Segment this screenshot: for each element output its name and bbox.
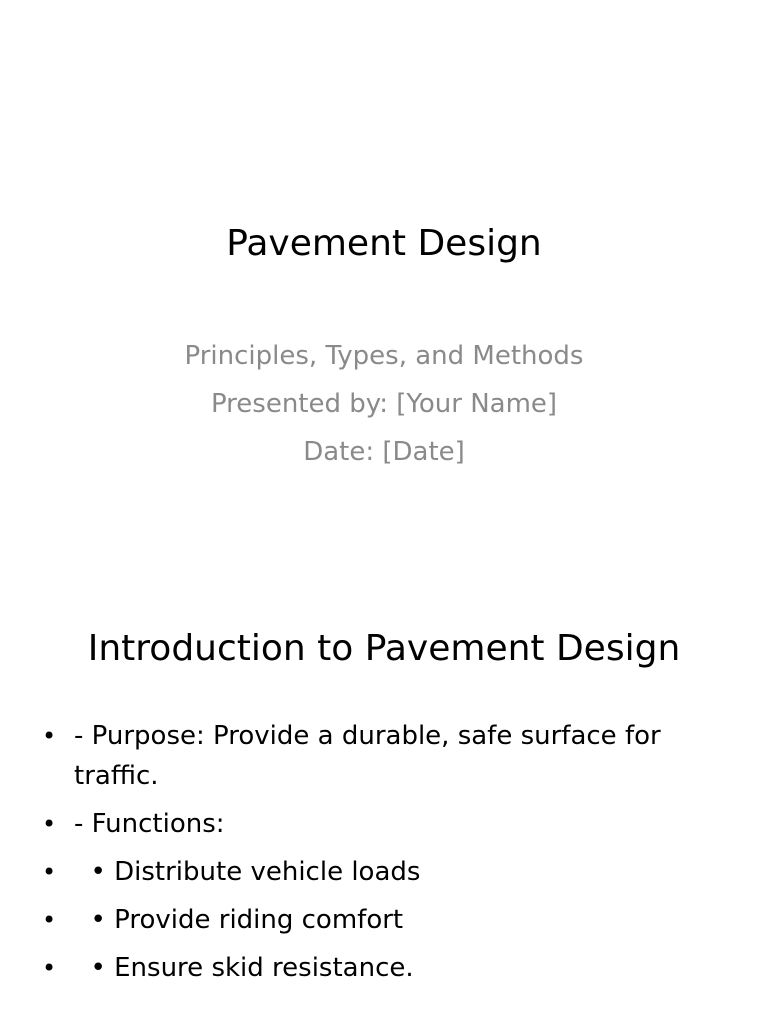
bullet-item-comfort — [38, 900, 718, 940]
slide-subtitle — [0, 332, 768, 476]
bullet-item-loads — [38, 852, 718, 892]
bullet-icon: • — [42, 810, 57, 838]
bullet-item-functions — [38, 804, 718, 844]
bullet-text: • Distribute vehicle loads — [74, 857, 421, 887]
subtitle-line-presenter: Presented by: [Your Name] — [210, 389, 558, 419]
bullet-icon: • — [42, 858, 57, 886]
bullet-item-purpose — [38, 716, 718, 796]
bullet-text: - Functions: — [74, 809, 225, 839]
bullet-text: • Ensure skid resistance. — [74, 953, 414, 983]
bullet-item-skid — [38, 948, 718, 988]
bullet-icon: • — [42, 954, 57, 982]
content-slide — [0, 512, 768, 1024]
bullet-text: • Provide riding comfort — [74, 905, 404, 935]
bullet-icon: • — [42, 906, 57, 934]
subtitle-line-topic: Principles, Types, and Methods — [184, 341, 584, 371]
bullet-text: - Purpose: Provide a durable, safe surface for traffic. — [74, 721, 661, 791]
subtitle-line-date: Date: [Date] — [303, 437, 465, 467]
bullet-icon: • — [42, 722, 57, 750]
bullet-list — [38, 716, 718, 996]
slide-title: Introduction to Pavement Design — [87, 628, 681, 669]
slide-title: Pavement Design — [226, 223, 542, 264]
